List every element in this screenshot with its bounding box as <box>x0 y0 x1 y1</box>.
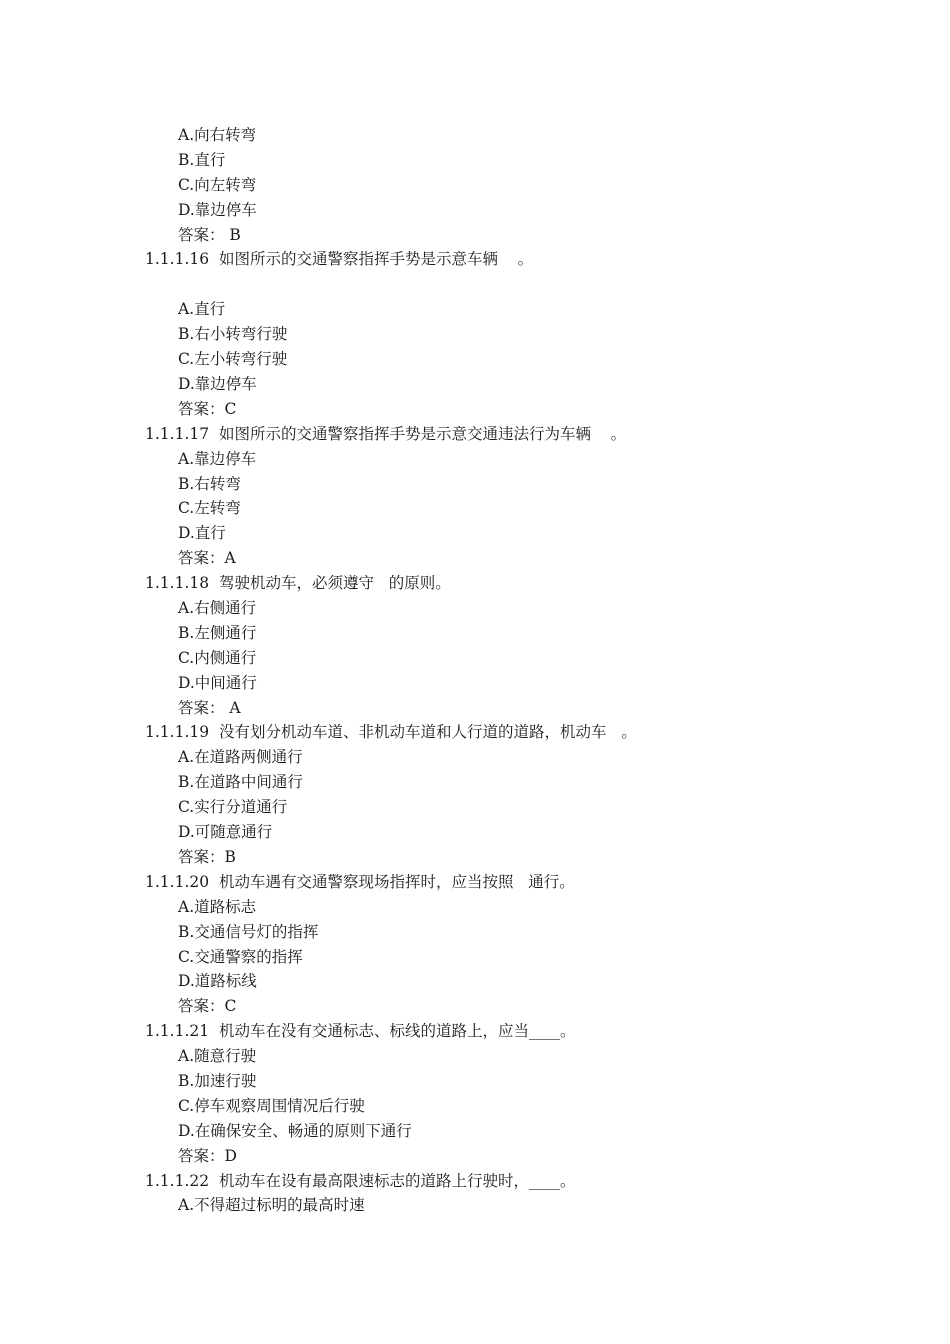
option: A.直行 <box>178 300 226 319</box>
option: A.在道路两侧通行 <box>178 748 303 767</box>
question-block <box>0 1169 950 1219</box>
option: D.靠边停车 <box>178 375 257 394</box>
answer: 答案：C <box>178 399 237 418</box>
question-text: 1.1.1.16 如图所示的交通警察指挥手势是示意车辆 。 <box>145 250 534 269</box>
document-page <box>0 123 950 1218</box>
option: B.右小转弯行驶 <box>178 325 288 344</box>
question-block <box>0 720 950 869</box>
image-placeholder <box>0 272 950 297</box>
option: A.道路标志 <box>178 897 257 916</box>
option: B.直行 <box>178 150 226 169</box>
question-block <box>0 247 950 421</box>
question-text: 1.1.1.18 驾驶机动车，必须遵守 的原则。 <box>145 574 451 593</box>
question-text: 1.1.1.20 机动车遇有交通警察现场指挥时，应当按照 通行。 <box>145 872 575 891</box>
option: C.交通警察的指挥 <box>178 947 303 966</box>
option: C.左小转弯行驶 <box>178 350 288 369</box>
answer: 答案： A <box>178 698 241 717</box>
option: A.靠边停车 <box>178 449 257 468</box>
option: C.停车观察周围情况后行驶 <box>178 1096 365 1115</box>
option: C.向左转弯 <box>178 175 257 194</box>
question-block <box>0 123 950 247</box>
option: A.向右转弯 <box>178 126 257 144</box>
answer: 答案：B <box>178 847 236 866</box>
option: B.左侧通行 <box>178 623 257 642</box>
option: C.实行分道通行 <box>178 798 288 817</box>
answer: 答案：C <box>178 997 237 1016</box>
option: B.交通信号灯的指挥 <box>178 922 319 941</box>
option: A.随意行驶 <box>178 1047 257 1066</box>
option: D.直行 <box>178 524 226 543</box>
option: D.可随意通行 <box>178 823 273 842</box>
question-block <box>0 571 950 720</box>
answer: 答案：A <box>178 549 236 568</box>
question-block <box>0 1019 950 1168</box>
question-block <box>0 870 950 1019</box>
question-text: 1.1.1.17 如图所示的交通警察指挥手势是示意交通违法行为车辆 。 <box>145 424 627 443</box>
option: C.内侧通行 <box>178 648 257 667</box>
question-text: 1.1.1.19 没有划分机动车道、非机动车道和人行道的道路，机动车 。 <box>145 723 637 742</box>
option: B.加速行驶 <box>178 1071 257 1090</box>
option: B.在道路中间通行 <box>178 773 303 792</box>
option: C.左转弯 <box>178 499 241 518</box>
answer: 答案：D <box>178 1146 237 1165</box>
option: D.中间通行 <box>178 673 257 692</box>
option: D.道路标线 <box>178 972 257 991</box>
option: B.右转弯 <box>178 474 241 493</box>
answer: 答案： B <box>178 225 241 244</box>
option: A.右侧通行 <box>178 599 257 618</box>
option: D.靠边停车 <box>178 200 257 219</box>
question-text: 1.1.1.22 机动车在设有最高限速标志的道路上行驶时，____。 <box>145 1171 576 1190</box>
question-text: 1.1.1.21 机动车在没有交通标志、标线的道路上，应当____。 <box>145 1022 576 1041</box>
question-block <box>0 422 950 571</box>
option: D.在确保安全、畅通的原则下通行 <box>178 1121 412 1140</box>
option: A.不得超过标明的最高时速 <box>178 1196 365 1215</box>
